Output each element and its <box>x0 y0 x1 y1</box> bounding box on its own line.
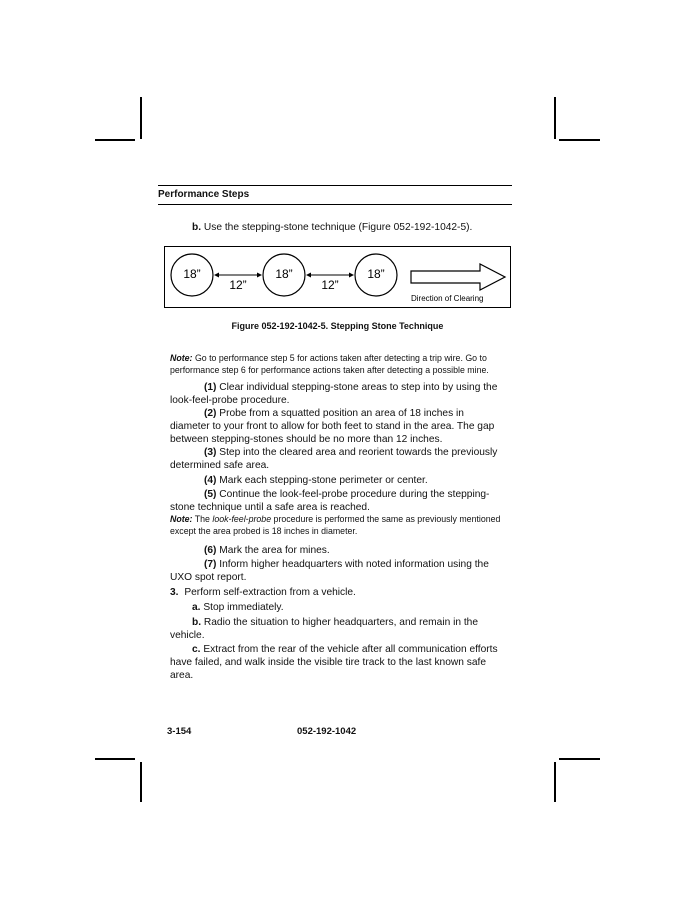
substep-text: Continue the look-feel-probe procedure during the stepping-stone technique until a safe area is reached. <box>170 489 490 513</box>
item-label: a. <box>192 602 201 613</box>
crop-mark <box>554 97 556 139</box>
note-text-pre: The <box>194 514 210 524</box>
substep-text: Mark the area for mines. <box>219 545 330 556</box>
note-text: Go to performance step 5 for actions taken after detecting a trip wire. Go to performance step 6 for performance actions taken after detecting a possible mine. <box>170 353 489 375</box>
note-label: Note: <box>170 514 193 524</box>
note-label: Note: <box>170 353 193 363</box>
substep-text: Clear individual stepping-stone areas to step into by using the look-feel-probe procedure. <box>170 382 498 406</box>
substep-6 <box>170 544 505 557</box>
item-text: Extract from the rear of the vehicle after all communication efforts have failed, and walk inside the visible tire track to the last known safe area. <box>170 644 498 681</box>
substep-number: (5) <box>204 489 217 500</box>
substep-text: Inform higher headquarters with noted information using the UXO spot report. <box>170 559 489 583</box>
substep-1 <box>170 381 505 407</box>
substep-number: (6) <box>204 545 217 556</box>
gap-arrow <box>306 273 354 278</box>
substep-3 <box>170 446 505 472</box>
section-title: Performance Steps <box>158 189 250 200</box>
arrow-label: Direction of Clearing <box>411 294 484 303</box>
page-number: 3-154 <box>167 726 192 737</box>
intro-step <box>170 221 505 234</box>
intro-step-text: Use the stepping-stone technique (Figure 052-192-1042-5). <box>203 222 473 233</box>
header-divider <box>158 204 512 205</box>
section-header <box>158 185 512 200</box>
note-text-post: procedure is performed the same as previously mentioned except the area probed is 18 inches in diameter. <box>170 514 501 536</box>
stone-label: 18” <box>367 267 385 281</box>
gap-label: 12” <box>229 278 247 292</box>
substep-7 <box>170 558 505 584</box>
gap-label: 12” <box>321 278 339 292</box>
crop-mark <box>95 758 135 760</box>
substep-5 <box>170 488 505 514</box>
substep-text: Probe from a squatted position an area of 18 inches in diameter to your front to allow for both feet to stand in the area. The gap between stepping-stones should be no more than 12 inches. <box>170 408 495 445</box>
substep-4 <box>170 474 505 487</box>
substep-number: (2) <box>204 408 217 419</box>
crop-mark <box>559 139 600 141</box>
stone-label: 18” <box>183 267 201 281</box>
item-label: c. <box>192 644 201 655</box>
substep-text: Mark each stepping-stone perimeter or center. <box>219 475 428 486</box>
crop-mark <box>140 97 142 139</box>
item-text: Radio the situation to higher headquarters, and remain in the vehicle. <box>170 617 479 641</box>
crop-mark <box>559 758 600 760</box>
intro-step-label: b. <box>192 222 202 233</box>
note-emphasis: look-feel-probe <box>212 514 272 524</box>
figure-diagram <box>165 247 510 307</box>
note-1 <box>170 353 505 376</box>
substep-text: Step into the cleared area and reorient towards the previously determined safe area. <box>170 447 498 471</box>
step-3 <box>170 586 505 599</box>
step-number: 3. <box>170 587 179 598</box>
step-3c <box>170 643 505 682</box>
item-label: b. <box>192 617 202 628</box>
substep-number: (3) <box>204 447 217 458</box>
task-number: 052-192-1042 <box>297 726 357 737</box>
figure-caption: Figure 052-192-1042-5. Stepping Stone Technique <box>231 321 444 331</box>
direction-arrow <box>411 264 505 290</box>
step-text: Perform self-extraction from a vehicle. <box>184 587 356 598</box>
substep-2 <box>170 407 505 446</box>
note-2 <box>170 514 505 537</box>
gap-arrow <box>214 273 262 278</box>
item-text: Stop immediately. <box>203 602 284 613</box>
step-3b <box>170 616 505 642</box>
crop-mark <box>95 139 135 141</box>
substep-number: (1) <box>204 382 217 393</box>
substep-number: (7) <box>204 559 217 570</box>
stone-label: 18” <box>275 267 293 281</box>
stepping-stone-figure <box>164 246 511 308</box>
crop-mark <box>554 762 556 802</box>
crop-mark <box>140 762 142 802</box>
step-3a <box>170 601 505 614</box>
substep-number: (4) <box>204 475 217 486</box>
